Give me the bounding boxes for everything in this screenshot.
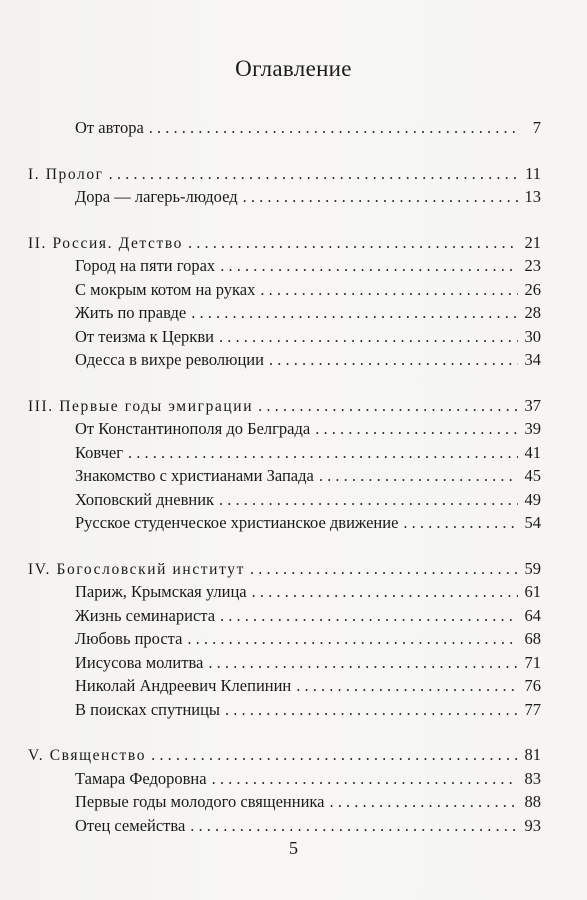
- toc-entry-page: 93: [524, 815, 541, 835]
- dot-leader: [188, 233, 518, 253]
- dot-leader: [219, 327, 518, 347]
- toc-entry-page: 59: [524, 558, 541, 578]
- toc-entry-label: Иисусова молитва: [75, 652, 204, 672]
- dot-leader: [330, 792, 518, 812]
- toc-entry-label: Дора — лагерь-людоед: [75, 187, 238, 206]
- toc-section-entry: [28, 256, 541, 280]
- dot-leader: [219, 490, 518, 510]
- toc-entry-label: От Константинополя до Белграда: [75, 419, 311, 438]
- toc-entry-label: Жизнь семинариста: [75, 605, 216, 625]
- toc-entry-page: 88: [524, 792, 541, 811]
- dot-leader: [258, 396, 518, 416]
- dot-leader: [243, 187, 518, 207]
- toc-entry-label: Одесса в вихре революции: [75, 350, 264, 369]
- toc-chapter-entry: [28, 233, 541, 257]
- toc-entry-label: От автора: [75, 118, 144, 137]
- toc-entry-label: В поисках спутницы: [75, 699, 221, 719]
- toc-section-entry: [28, 327, 541, 351]
- page-title: Оглавление: [235, 56, 352, 81]
- toc-section-entry: [28, 466, 541, 490]
- dot-leader: [403, 513, 518, 533]
- toc-entry-label: Жить по правде: [75, 303, 187, 322]
- toc-entry-label: IV. Богословский институт: [28, 560, 245, 578]
- toc-entry-label: I. Пролог: [28, 165, 104, 183]
- toc-entry-label: II. Россия. Детство: [28, 234, 183, 252]
- dot-leader: [269, 350, 518, 370]
- toc-section-entry: [28, 443, 541, 467]
- toc-section-entry: [28, 700, 541, 724]
- dot-leader: [252, 582, 518, 602]
- toc-section-entry: [28, 653, 541, 677]
- dot-leader: [187, 629, 518, 649]
- toc-entry-label: От теизма к Церкви: [75, 326, 214, 346]
- toc-chapter-entry: [28, 559, 541, 583]
- toc-entry-page: 7: [532, 118, 541, 137]
- toc-section-entry: [28, 419, 541, 443]
- dot-leader: [250, 559, 518, 579]
- dot-leader: [315, 419, 518, 439]
- dot-leader: [225, 700, 518, 720]
- toc-entry-label: Любовь проста: [75, 629, 183, 648]
- toc-section-entry: [28, 606, 541, 630]
- toc-section-entry: [28, 513, 541, 537]
- dot-leader: [151, 745, 518, 765]
- toc-entry-label: С мокрым котом на руках: [75, 279, 256, 299]
- toc-entry-page: 49: [524, 489, 541, 509]
- dot-leader: [260, 280, 518, 300]
- toc-entry-page: 11: [525, 163, 541, 183]
- toc-entry-page: 61: [524, 582, 541, 601]
- toc-entry-label: Знакомство с христианами Запада: [75, 466, 314, 485]
- toc-entry-label: Тамара Федоровна: [75, 768, 207, 788]
- toc-entry-label: V. Священство: [28, 747, 147, 764]
- toc-section-entry: [28, 350, 541, 374]
- toc-section-entry: [28, 280, 541, 304]
- toc-entry-page: 37: [524, 395, 541, 415]
- dot-leader: [128, 443, 518, 463]
- toc-section-entry: [28, 303, 541, 327]
- dot-leader: [319, 466, 518, 486]
- toc-section-entry: [28, 187, 541, 211]
- toc-entry-page: 68: [524, 629, 541, 648]
- toc-entry-label: Париж, Крымская улица: [75, 582, 247, 601]
- toc-entry-page: 26: [524, 279, 541, 299]
- toc-chapter-entry: [28, 396, 541, 420]
- toc-section-entry: [28, 118, 541, 142]
- toc-section-entry: [28, 792, 541, 816]
- toc-entry-label: III. Первые годы эмиграции: [28, 397, 254, 415]
- toc-entry-label: Русское студенческое христианское движение: [75, 513, 399, 532]
- toc-entry-page: 39: [524, 419, 541, 438]
- toc-entry-page: 41: [524, 442, 541, 462]
- toc-entry-page: 45: [524, 466, 541, 485]
- toc-section-entry: [28, 816, 541, 840]
- dot-leader: [212, 769, 518, 789]
- toc-entry-page: 54: [524, 513, 541, 532]
- toc-entry-page: 21: [524, 232, 541, 252]
- toc-entry-label: Город на пяти горах: [75, 256, 216, 275]
- toc-section-entry: [28, 769, 541, 793]
- toc-entry-label: Хоповский дневник: [75, 489, 215, 509]
- dot-leader: [191, 303, 518, 323]
- page-number: 5: [289, 838, 298, 858]
- toc-chapter-entry: [28, 164, 541, 188]
- toc-entry-page: 83: [524, 768, 541, 788]
- table-of-contents: [28, 110, 541, 839]
- toc-entry-page: 81: [524, 745, 541, 764]
- toc-section-entry: [28, 629, 541, 653]
- toc-section-entry: [28, 582, 541, 606]
- toc-entry-label: Отец семейства: [75, 815, 186, 835]
- toc-entry-page: 13: [524, 187, 541, 206]
- dot-leader: [109, 164, 518, 184]
- toc-entry-page: 28: [524, 303, 541, 322]
- toc-entry-label: Первые годы молодого священника: [75, 792, 325, 811]
- toc-entry-page: 34: [524, 350, 541, 369]
- dot-leader: [149, 118, 518, 138]
- toc-entry-page: 71: [524, 652, 541, 672]
- dot-leader: [220, 606, 518, 626]
- toc-entry-page: 76: [524, 676, 541, 695]
- toc-entry-label: Николай Андреевич Клепинин: [75, 676, 292, 695]
- dot-leader: [208, 653, 518, 673]
- toc-entry-page: 30: [524, 326, 541, 346]
- toc-entry-page: 64: [524, 605, 541, 625]
- dot-leader: [190, 816, 518, 836]
- toc-chapter-entry: [28, 745, 541, 769]
- dot-leader: [220, 256, 518, 276]
- toc-entry-page: 23: [524, 256, 541, 275]
- toc-section-entry: [28, 490, 541, 514]
- toc-entry-label: Ковчег: [75, 442, 123, 462]
- dot-leader: [296, 676, 518, 696]
- toc-entry-page: 77: [524, 699, 541, 719]
- toc-section-entry: [28, 676, 541, 700]
